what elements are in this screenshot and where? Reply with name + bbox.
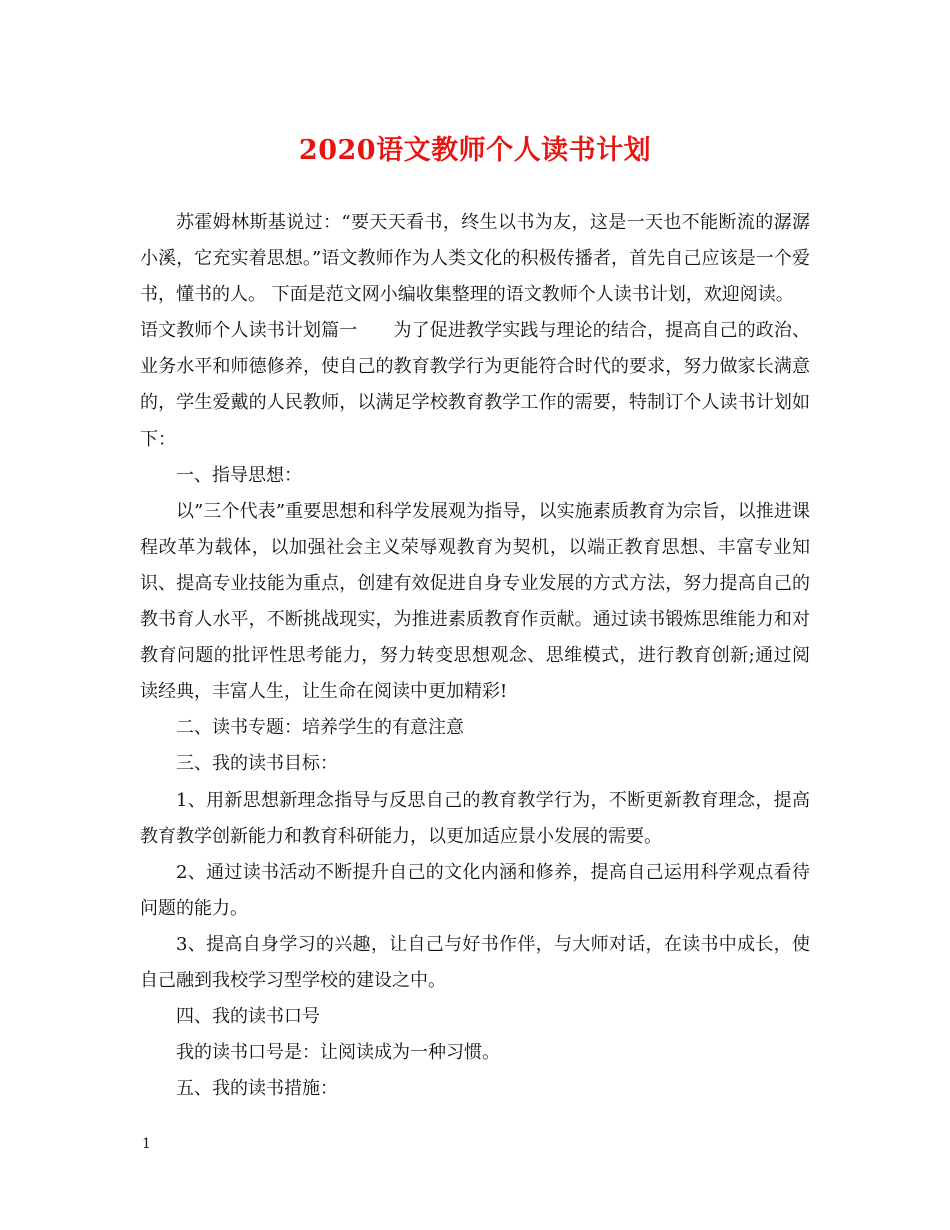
paragraph-plan-intro: 语文教师个人读书计划篇一 为了促进教学实践与理论的结合，提高自己的政治、业务水平和师德修养，使自己的教育教学行为更能符合时代的要求，努力做家长满意的，学生爱戴的人民教师，以满足学校教育教学工作的需要，特制订个人读书计划如下： bbox=[140, 320, 810, 450]
paragraph-intro: 苏霍姆林斯基说过：“要天天看书，终生以书为友，这是一天也不能断流的潺潺小溪，它充实着思想。”语文教师作为人类文化的积极传播者，首先自己应该是一个爱书，懂书的人。 下面是范文网小编收集整理的语文教师个人读书计划，欢迎阅读。 bbox=[140, 212, 810, 306]
heading-reading-slogan: 四、我的读书口号 bbox=[176, 1006, 320, 1028]
heading-guiding-thought: 一、指导思想： bbox=[176, 464, 302, 486]
paragraph-goal-3: 3、提高自身学习的兴趣，让自己与好书作伴，与大师对话，在读书中成长，使自己融到我校学习型学校的建设之中。 bbox=[140, 933, 810, 991]
paragraph-reading-slogan: 我的读书口号是：让阅读成为一种习惯。 bbox=[176, 1042, 500, 1064]
page-number: 1 bbox=[142, 1136, 151, 1152]
paragraph-goal-2: 2、通过读书活动不断提升自己的文化内涵和修养，提高自己运用科学观点看待问题的能力。 bbox=[140, 861, 810, 919]
heading-reading-measures: 五、我的读书措施： bbox=[176, 1078, 338, 1100]
document-title: 2020语文教师个人读书计划 bbox=[298, 135, 652, 166]
paragraph-guiding-thought: 以”三个代表”重要思想和科学发展观为指导，以实施素质教育为宗旨，以推进课程改革为载体，以加强社会主义荣辱观教育为契机，以端正教育思想、丰富专业知识、提高专业技能为重点，创建有效促进自身专业发展的方式方法，努力提高自己的教书育人水平，不断挑战现实，为推进素质教育作贡献。通过读书锻炼思维能力和对教育问题的批评性思考能力，努力转变思想观念、思维模式，进行教育创新;通过阅读经典，丰富人生，让生命在阅读中更加精彩! bbox=[140, 500, 810, 703]
heading-reading-goals: 三、我的读书目标： bbox=[176, 753, 338, 775]
document-body bbox=[140, 205, 810, 1107]
heading-reading-topic: 二、读书专题：培养学生的有意注意 bbox=[176, 717, 464, 739]
paragraph-goal-1: 1、用新思想新理念指导与反思自己的教育教学行为，不断更新教育理念，提高教育教学创新能力和教育科研能力，以更加适应景小发展的需要。 bbox=[140, 789, 810, 847]
